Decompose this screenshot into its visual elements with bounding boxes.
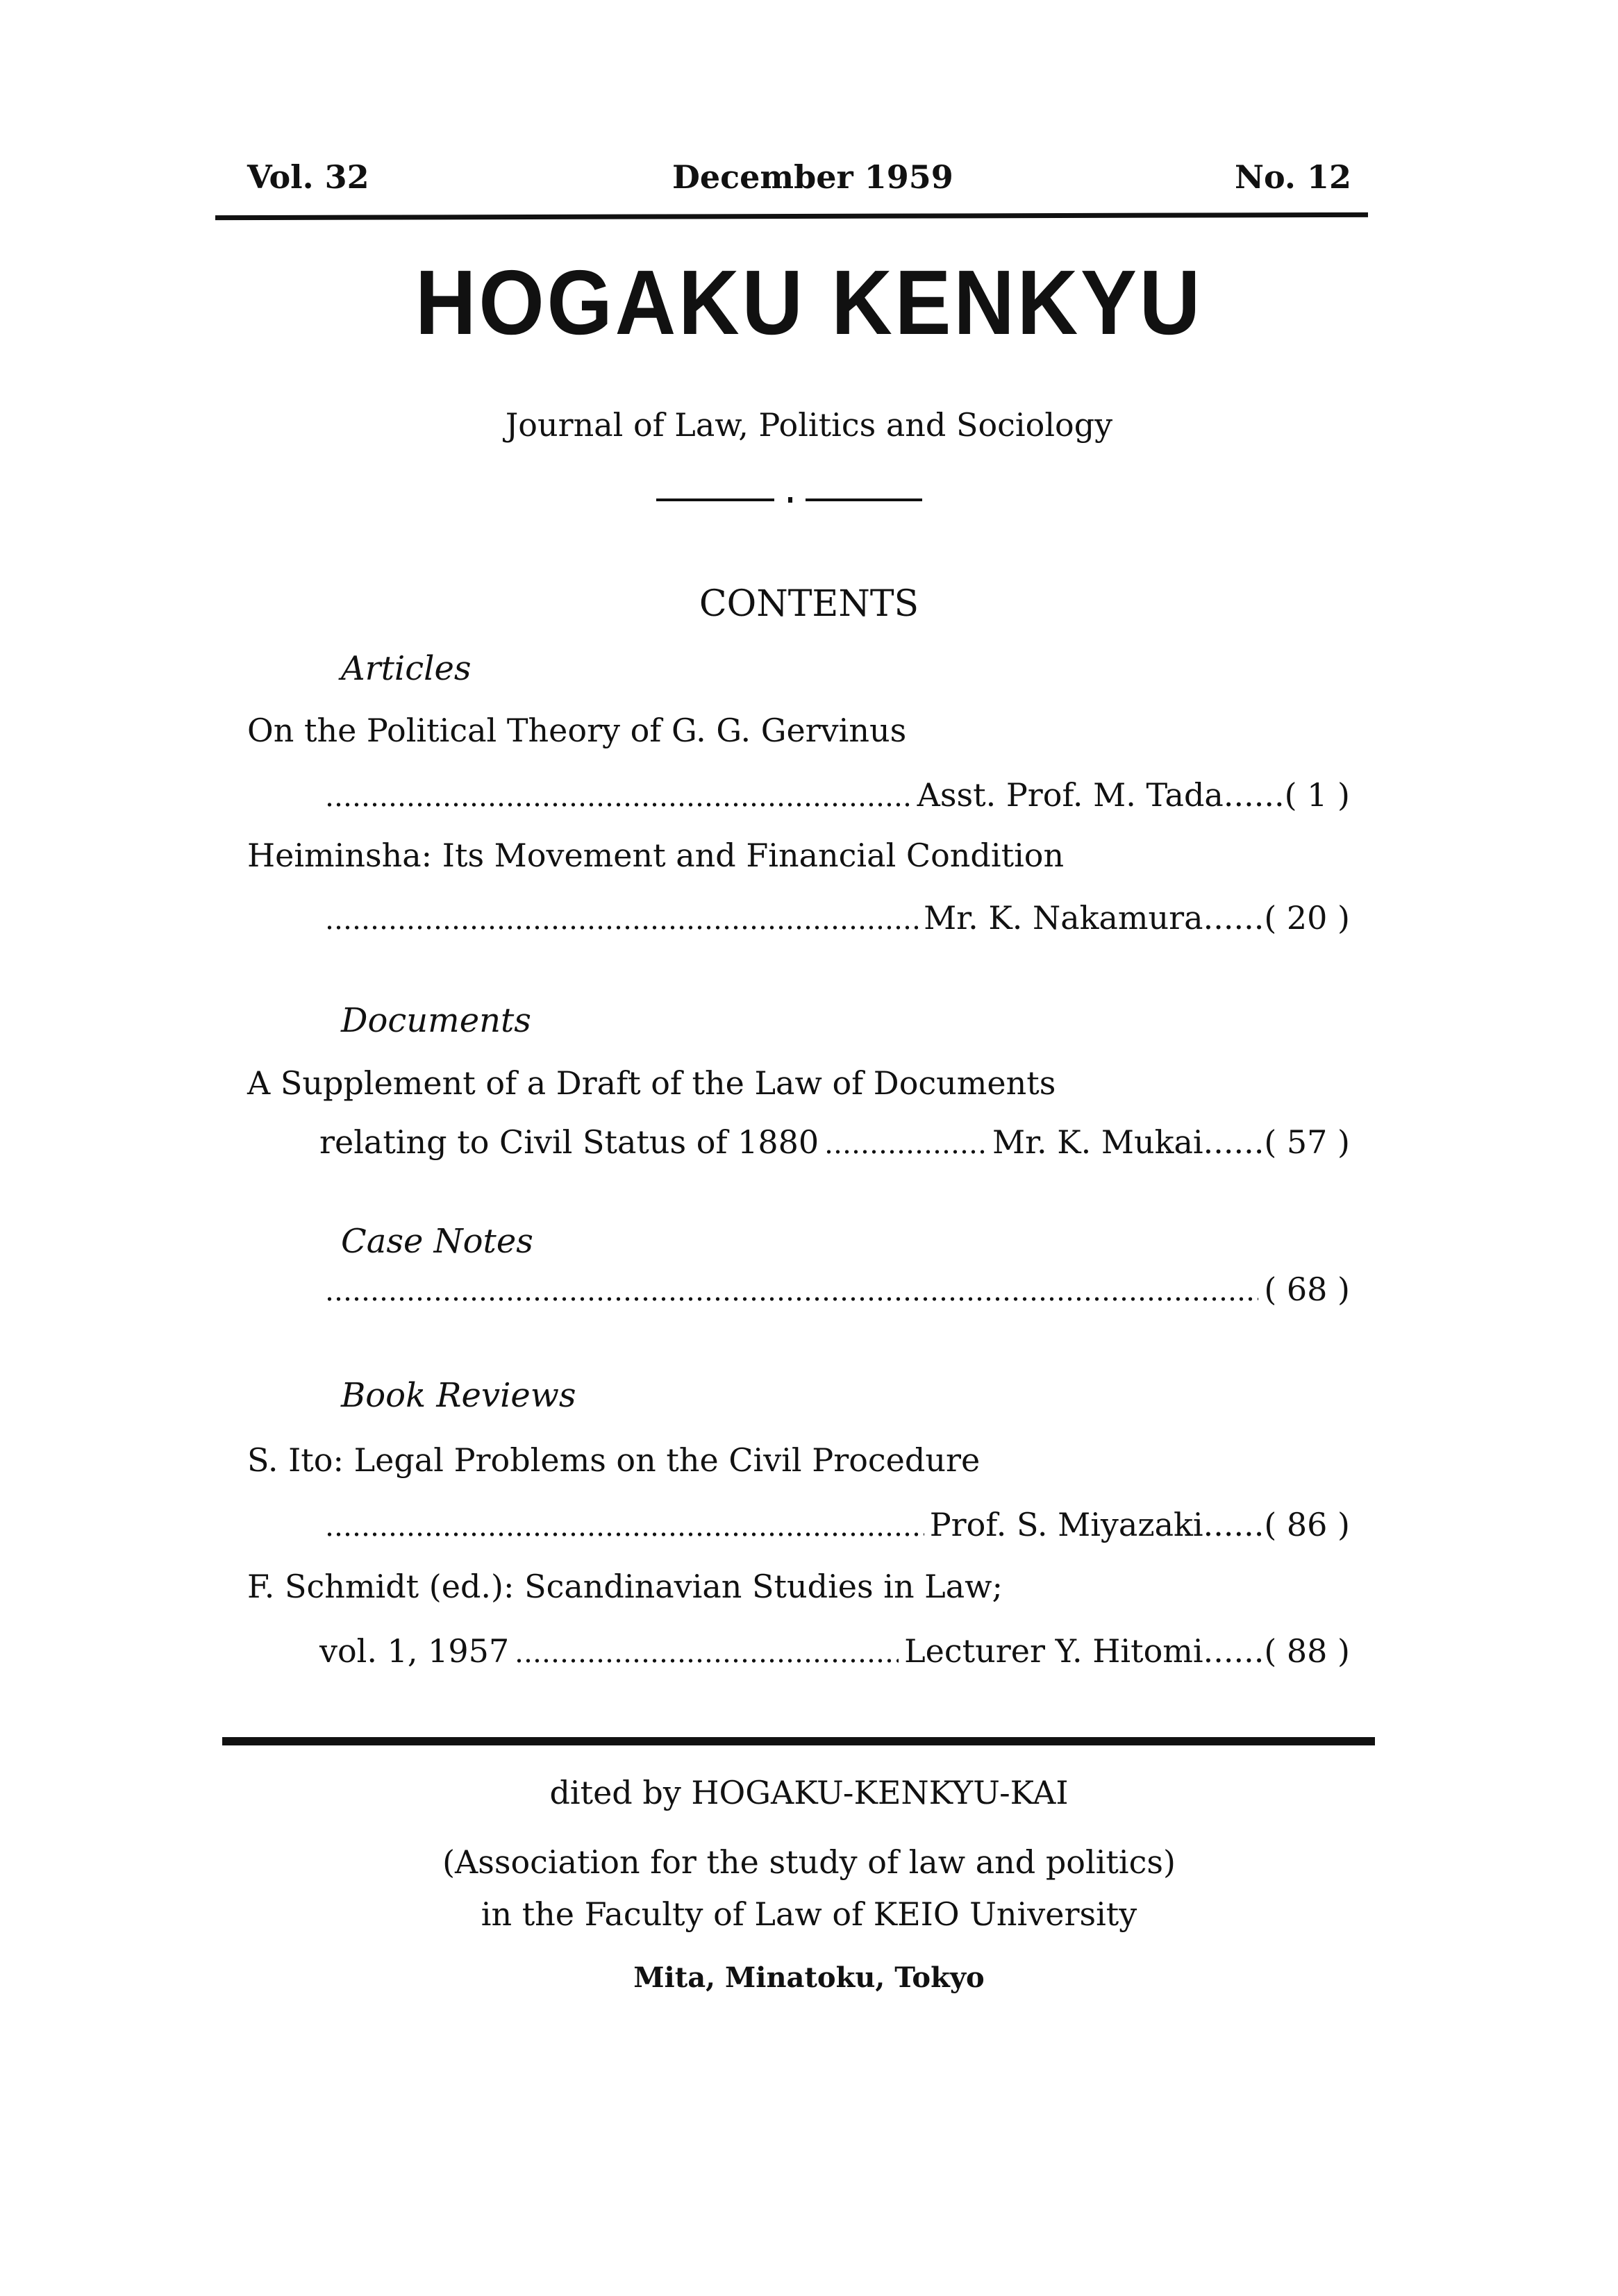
document-title-cont: relating to Civil Status of 1880 (319, 1123, 819, 1161)
toc-entry[interactable] (319, 1506, 1350, 1543)
edited-by: dited by HOGAKU-KENKYU-KAI (549, 1774, 1069, 1811)
review-title: S. Ito: Legal Problems on the Civil Procedure (247, 1441, 981, 1479)
author: Mr. K. Nakamura...... (924, 899, 1265, 937)
dot-leader (824, 1150, 987, 1154)
dot-leader (325, 803, 912, 807)
toc-entry[interactable] (319, 899, 1350, 937)
page-number: ( 88 ) (1264, 1632, 1350, 1670)
address: Mita, Minatoku, Tokyo (633, 1961, 985, 1994)
toc-entry[interactable] (319, 1271, 1350, 1308)
section-case-notes: Case Notes (341, 1222, 533, 1261)
author: Mr. K. Mukai...... (992, 1123, 1265, 1161)
issue-number: No. 12 (1235, 158, 1351, 196)
journal-title: HOGAKU KENKYU (415, 251, 1203, 353)
volume: Vol. 32 (247, 158, 369, 196)
article-title: Heiminsha: Its Movement and Financial Condition (247, 837, 1065, 874)
author: Prof. S. Miyazaki...... (929, 1506, 1265, 1543)
page-number: ( 20 ) (1264, 899, 1350, 937)
journal-subtitle: Journal of Law, Politics and Sociology (505, 406, 1113, 444)
association: (Association for the study of law and politics) (442, 1843, 1176, 1881)
section-documents: Documents (341, 1001, 531, 1040)
review-title: F. Schmidt (ed.): Scandinavian Studies in Law; (247, 1568, 1003, 1605)
section-articles: Articles (341, 649, 472, 688)
author: Asst. Prof. M. Tada...... (917, 776, 1285, 814)
document-title: A Supplement of a Draft of the Law of Documents (247, 1064, 1056, 1102)
toc-entry[interactable] (319, 1123, 1350, 1161)
dot-leader (515, 1659, 899, 1663)
dot-leader (325, 925, 918, 930)
footer-rule (222, 1737, 1375, 1745)
author: Lecturer Y. Hitomi...... (904, 1632, 1265, 1670)
article-title: On the Political Theory of G. G. Gervinus (247, 712, 907, 749)
page-number: ( 86 ) (1264, 1506, 1350, 1543)
ornament-dot (788, 497, 792, 503)
section-book-reviews: Book Reviews (341, 1376, 576, 1415)
toc-entry[interactable] (319, 776, 1350, 814)
dot-leader (325, 1532, 924, 1536)
header-rule (215, 212, 1368, 220)
page-number: ( 57 ) (1264, 1123, 1350, 1161)
page-number: ( 68 ) (1264, 1271, 1350, 1308)
dot-leader (325, 1297, 1258, 1301)
ornament-left (656, 498, 774, 501)
faculty: in the Faculty of Law of KEIO University (481, 1895, 1137, 1933)
contents-heading: CONTENTS (699, 583, 919, 625)
review-title-cont: vol. 1, 1957 (319, 1632, 510, 1670)
toc-entry[interactable] (319, 1632, 1350, 1670)
page-number: ( 1 ) (1284, 776, 1350, 814)
issue-date: December 1959 (672, 158, 953, 196)
ornament-right (806, 498, 922, 501)
